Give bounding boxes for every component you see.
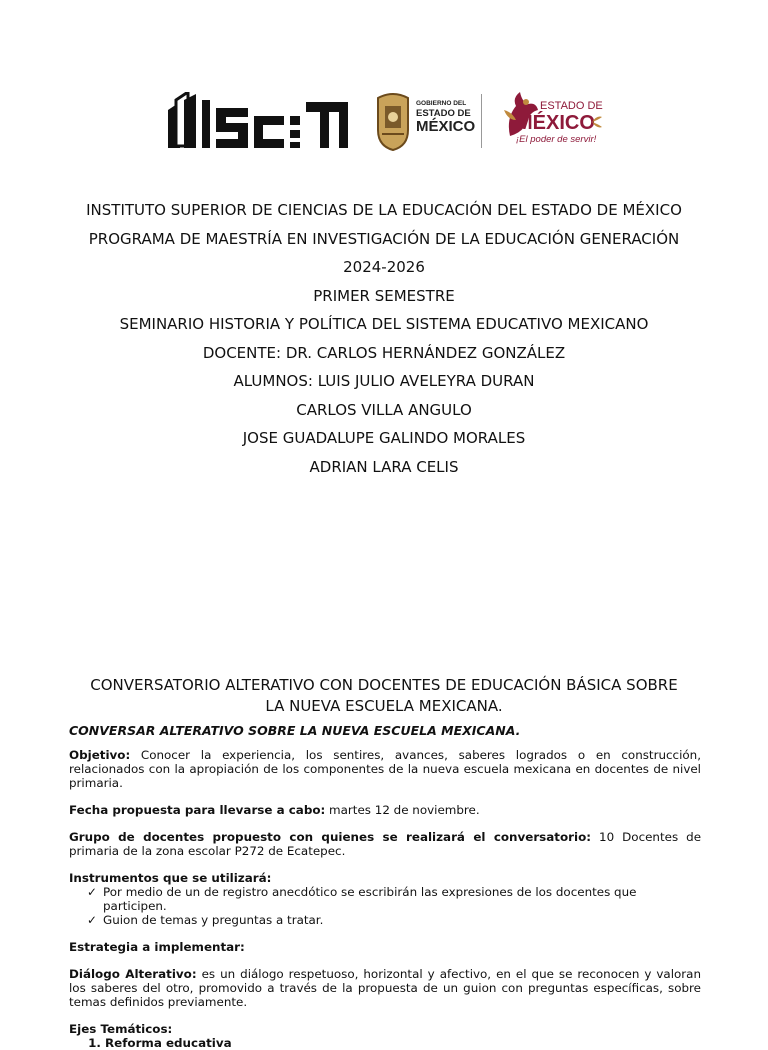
group-paragraph xyxy=(69,830,701,858)
list-item: 1. Reforma educativa xyxy=(105,1036,701,1050)
list-item xyxy=(87,913,701,927)
list-item xyxy=(87,885,701,913)
laurel-icon xyxy=(590,114,604,130)
check-icon: ✓ xyxy=(87,913,97,927)
gobierno-line1: GOBIERNO DEL xyxy=(416,100,467,107)
program-name: PROGRAMA DE MAESTRÍA EN INVESTIGACIÓN DE LA EDUCACIÓN GENERACIÓN xyxy=(88,229,680,248)
isciem-logo xyxy=(166,92,350,150)
title-line-2: LA NUEVA ESCUELA MEXICANA. xyxy=(265,697,503,715)
document-body xyxy=(69,724,701,1050)
student-name: CARLOS VILLA ANGULO xyxy=(296,400,472,419)
document-subtitle: CONVERSAR ALTERATIVO SOBRE LA NUEVA ESCUELA MEXICANA. xyxy=(69,723,521,738)
date-text: martes 12 de noviembre. xyxy=(325,803,480,817)
instruments-heading xyxy=(69,871,701,885)
group-label: Grupo de docentes propuesto con quienes se realizará el conversatorio: xyxy=(69,830,592,844)
students-line: ALUMNOS: LUIS JULIO AVELEYRA DURAN xyxy=(233,372,535,390)
institution-name: INSTITUTO SUPERIOR DE CIENCIAS DE LA EDUCACIÓN DEL ESTADO DE MÉXICO xyxy=(86,201,682,219)
student-name: JOSE GUADALUPE GALINDO MORALES xyxy=(242,429,526,447)
check-icon: ✓ xyxy=(87,885,97,899)
gobierno-logo-text xyxy=(416,100,476,135)
axes-heading xyxy=(69,1022,701,1036)
dialogue-label: Diálogo Alterativo: xyxy=(69,967,197,981)
objective-label: Objetivo: xyxy=(69,748,131,762)
estado-line1: ESTADO DE xyxy=(540,100,603,112)
generation: 2024-2026 xyxy=(343,258,425,276)
estado-line2: MÉXICO xyxy=(516,112,595,134)
axes-label: Ejes Temáticos: xyxy=(69,1022,173,1036)
list-item-text: Por medio de un de registro anecdótico se escribirán las expresiones de los docentes que participen. xyxy=(103,885,637,913)
seminar-name: SEMINARIO HISTORIA Y POLÍTICA DEL SISTEMA EDUCATIVO MEXICANO xyxy=(119,315,649,333)
estado-slogan: ¡El poder de servir! xyxy=(516,134,597,145)
gobierno-line2: ESTADO DE xyxy=(416,108,471,119)
group-text: 10 Docentes de primaria de la zona escolar P272 de Ecatepec. xyxy=(69,830,702,858)
dialogue-text: es un diálogo respetuoso, horizontal y afectivo, en el que se reconocen y valoran los saberes del otro, promovido a través de la propuesta de un guion con preguntas específicas, sobre temas definidos previamente. xyxy=(69,967,701,1009)
list-item-text: Guion de temas y preguntas a tratar. xyxy=(103,913,324,927)
student-name: ADRIAN LARA CELIS xyxy=(309,457,459,476)
header-logos xyxy=(0,86,768,158)
objective-paragraph xyxy=(69,748,701,790)
teacher-name: DOCENTE: DR. CARLOS HERNÁNDEZ GONZÁLEZ xyxy=(202,343,566,362)
document-title xyxy=(60,675,708,717)
objective-text: Conocer la experiencia, los sentires, avances, saberes logrados o en construcción, relacionados con la apropiación de los componentes de la nueva escuela mexicana en docentes de nivel primaria. xyxy=(69,748,701,790)
date-label: Fecha propuesta para llevarse a cabo: xyxy=(69,803,326,817)
dialogue-paragraph xyxy=(69,967,701,1009)
title-line-1: CONVERSATORIO ALTERATIVO CON DOCENTES DE EDUCACIÓN BÁSICA SOBRE xyxy=(90,676,678,694)
instruments-label: Instrumentos que se utilizará: xyxy=(69,871,272,885)
instruments-list xyxy=(69,885,701,927)
logo-divider xyxy=(481,94,482,148)
semester: PRIMER SEMESTRE xyxy=(313,286,455,305)
coat-of-arms-icon xyxy=(374,90,412,152)
date-paragraph xyxy=(69,803,701,817)
strategy-label: Estrategia a implementar: xyxy=(69,940,245,954)
cover-block xyxy=(40,196,728,481)
axes-list xyxy=(69,1036,701,1050)
gobierno-line3: MÉXICO xyxy=(416,118,476,135)
strategy-heading xyxy=(69,940,701,954)
